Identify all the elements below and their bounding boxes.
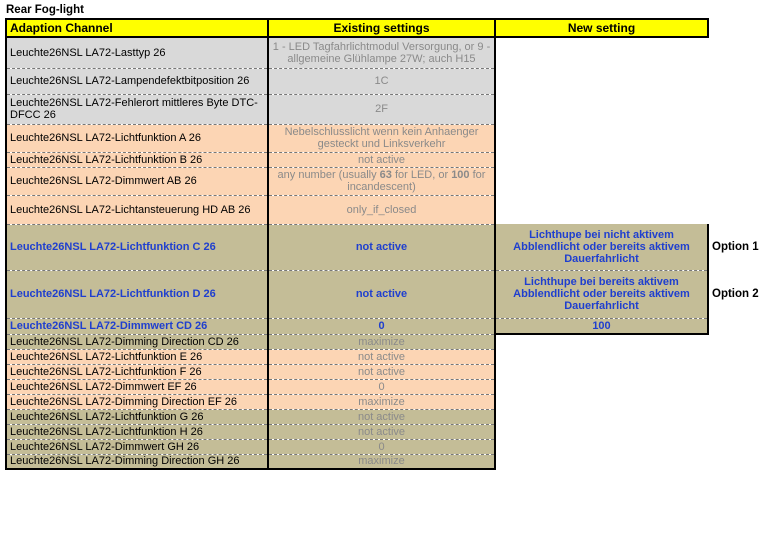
- header-spacer: [708, 19, 763, 37]
- channel-cell: Leuchte26NSL LA72-Lichtfunktion E 26: [6, 349, 268, 364]
- existing-cell: not active: [268, 349, 495, 364]
- channel-cell: Leuchte26NSL LA72-Lichtfunktion B 26: [6, 152, 268, 167]
- new-setting-cell: 100: [495, 318, 708, 334]
- adaption-table: [5, 18, 764, 470]
- existing-cell: Nebelschlusslicht wenn kein Anhaenger gesteckt und Linksverkehr: [268, 124, 495, 152]
- table-row: [6, 379, 763, 394]
- table-row: [6, 270, 763, 318]
- new-cell: [495, 167, 708, 195]
- new-cell: [495, 454, 708, 469]
- option-label: Option 1: [712, 241, 759, 253]
- table-row: [6, 124, 763, 152]
- option-cell: [708, 379, 763, 394]
- table-row: [6, 454, 763, 469]
- channel-cell: Leuchte26NSL LA72-Lasttyp 26: [6, 37, 268, 68]
- existing-cell: only_if_closed: [268, 195, 495, 224]
- option-cell: [708, 439, 763, 454]
- new-cell: [495, 439, 708, 454]
- option-cell: [708, 424, 763, 439]
- channel-cell: Leuchte26NSL LA72-Dimming Direction CD 26: [6, 334, 268, 349]
- channel-cell: Leuchte26NSL LA72-Lichtansteuerung HD AB 26: [6, 195, 268, 224]
- channel-cell: Leuchte26NSL LA72-Dimming Direction EF 26: [6, 394, 268, 409]
- table-row: [6, 37, 763, 68]
- option-cell: [708, 364, 763, 379]
- new-setting-cell: Lichthupe bei bereits aktivem Abblendlicht oder bereits aktivem Dauerfahrlicht: [495, 270, 708, 318]
- channel-cell: Leuchte26NSL LA72-Lampendefektbitposition 26: [6, 68, 268, 94]
- option-cell: [708, 318, 763, 334]
- table-row: [6, 68, 763, 94]
- channel-cell: Leuchte26NSL LA72-Lichtfunktion A 26: [6, 124, 268, 152]
- existing-cell: 0: [268, 439, 495, 454]
- existing-cell: maximize: [268, 454, 495, 469]
- new-cell: [495, 68, 708, 94]
- channel-cell: Leuchte26NSL LA72-Lichtfunktion G 26: [6, 409, 268, 424]
- existing-cell: 0: [268, 379, 495, 394]
- channel-cell: Leuchte26NSL LA72-Lichtfunktion H 26: [6, 424, 268, 439]
- new-cell: [495, 152, 708, 167]
- channel-cell: Leuchte26NSL LA72-Fehlerort mittleres Byte DTC-DFCC 26: [6, 94, 268, 124]
- table-row: [6, 439, 763, 454]
- option-cell: [708, 167, 763, 195]
- table-row: [6, 195, 763, 224]
- new-cell: [495, 195, 708, 224]
- new-cell: [495, 379, 708, 394]
- existing-cell: not active: [268, 409, 495, 424]
- new-cell: [495, 349, 708, 364]
- existing-cell: not active: [268, 424, 495, 439]
- existing-cell: 1C: [268, 68, 495, 94]
- existing-cell: 0: [268, 318, 495, 334]
- channel-cell: Leuchte26NSL LA72-Dimmwert CD 26: [6, 318, 268, 334]
- channel-cell: Leuchte26NSL LA72-Lichtfunktion C 26: [6, 224, 268, 270]
- new-cell: [495, 394, 708, 409]
- new-cell: [495, 94, 708, 124]
- header-adaption-channel: Adaption Channel: [6, 19, 268, 37]
- table-row: [6, 364, 763, 379]
- table-row: [6, 167, 763, 195]
- new-setting-cell: Lichthupe bei nicht aktivem Abblendlicht oder bereits aktivem Dauerfahrlicht: [495, 224, 708, 270]
- header-row: [6, 19, 763, 37]
- table-row: [6, 349, 763, 364]
- header-new-setting: New setting: [495, 19, 708, 37]
- sheet-title: Rear Fog-light: [6, 4, 84, 16]
- existing-cell: 2F: [268, 94, 495, 124]
- table-row: [6, 424, 763, 439]
- table-row: [6, 394, 763, 409]
- existing-cell: maximize: [268, 334, 495, 349]
- option-cell: [708, 68, 763, 94]
- option-cell: [708, 152, 763, 167]
- existing-cell: not active: [268, 364, 495, 379]
- existing-cell: not active: [268, 224, 495, 270]
- option-cell: [708, 349, 763, 364]
- option-cell: [708, 454, 763, 469]
- new-cell: [495, 409, 708, 424]
- table-row: [6, 152, 763, 167]
- new-cell: [495, 364, 708, 379]
- existing-cell: any number (usually 63 for LED, or 100 for incandescent): [268, 167, 495, 195]
- existing-cell: maximize: [268, 394, 495, 409]
- existing-cell: not active: [268, 152, 495, 167]
- new-cell: [495, 424, 708, 439]
- new-cell: [495, 124, 708, 152]
- option-cell: [708, 94, 763, 124]
- existing-cell: not active: [268, 270, 495, 318]
- option-cell: [708, 195, 763, 224]
- channel-cell: Leuchte26NSL LA72-Lichtfunktion D 26: [6, 270, 268, 318]
- header-existing-settings: Existing settings: [268, 19, 495, 37]
- option-cell: [708, 37, 763, 68]
- channel-cell: Leuchte26NSL LA72-Lichtfunktion F 26: [6, 364, 268, 379]
- table-row: [6, 224, 763, 270]
- new-cell: [495, 334, 708, 349]
- new-cell: [495, 37, 708, 68]
- table-row: [6, 318, 763, 334]
- channel-cell: Leuchte26NSL LA72-Dimmwert EF 26: [6, 379, 268, 394]
- option-cell: [708, 409, 763, 424]
- channel-cell: Leuchte26NSL LA72-Dimmwert AB 26: [6, 167, 268, 195]
- channel-cell: Leuchte26NSL LA72-Dimmwert GH 26: [6, 439, 268, 454]
- table-row: [6, 409, 763, 424]
- table-row: [6, 94, 763, 124]
- option-cell: [708, 394, 763, 409]
- option-cell: [708, 124, 763, 152]
- table-row: [6, 334, 763, 349]
- option-label: Option 2: [712, 288, 759, 300]
- existing-cell: 1 - LED Tagfahrlichtmodul Versorgung, or 9 - allgemeine Glühlampe 27W; auch H15: [268, 37, 495, 68]
- channel-cell: Leuchte26NSL LA72-Dimming Direction GH 26: [6, 454, 268, 469]
- option-cell: [708, 334, 763, 349]
